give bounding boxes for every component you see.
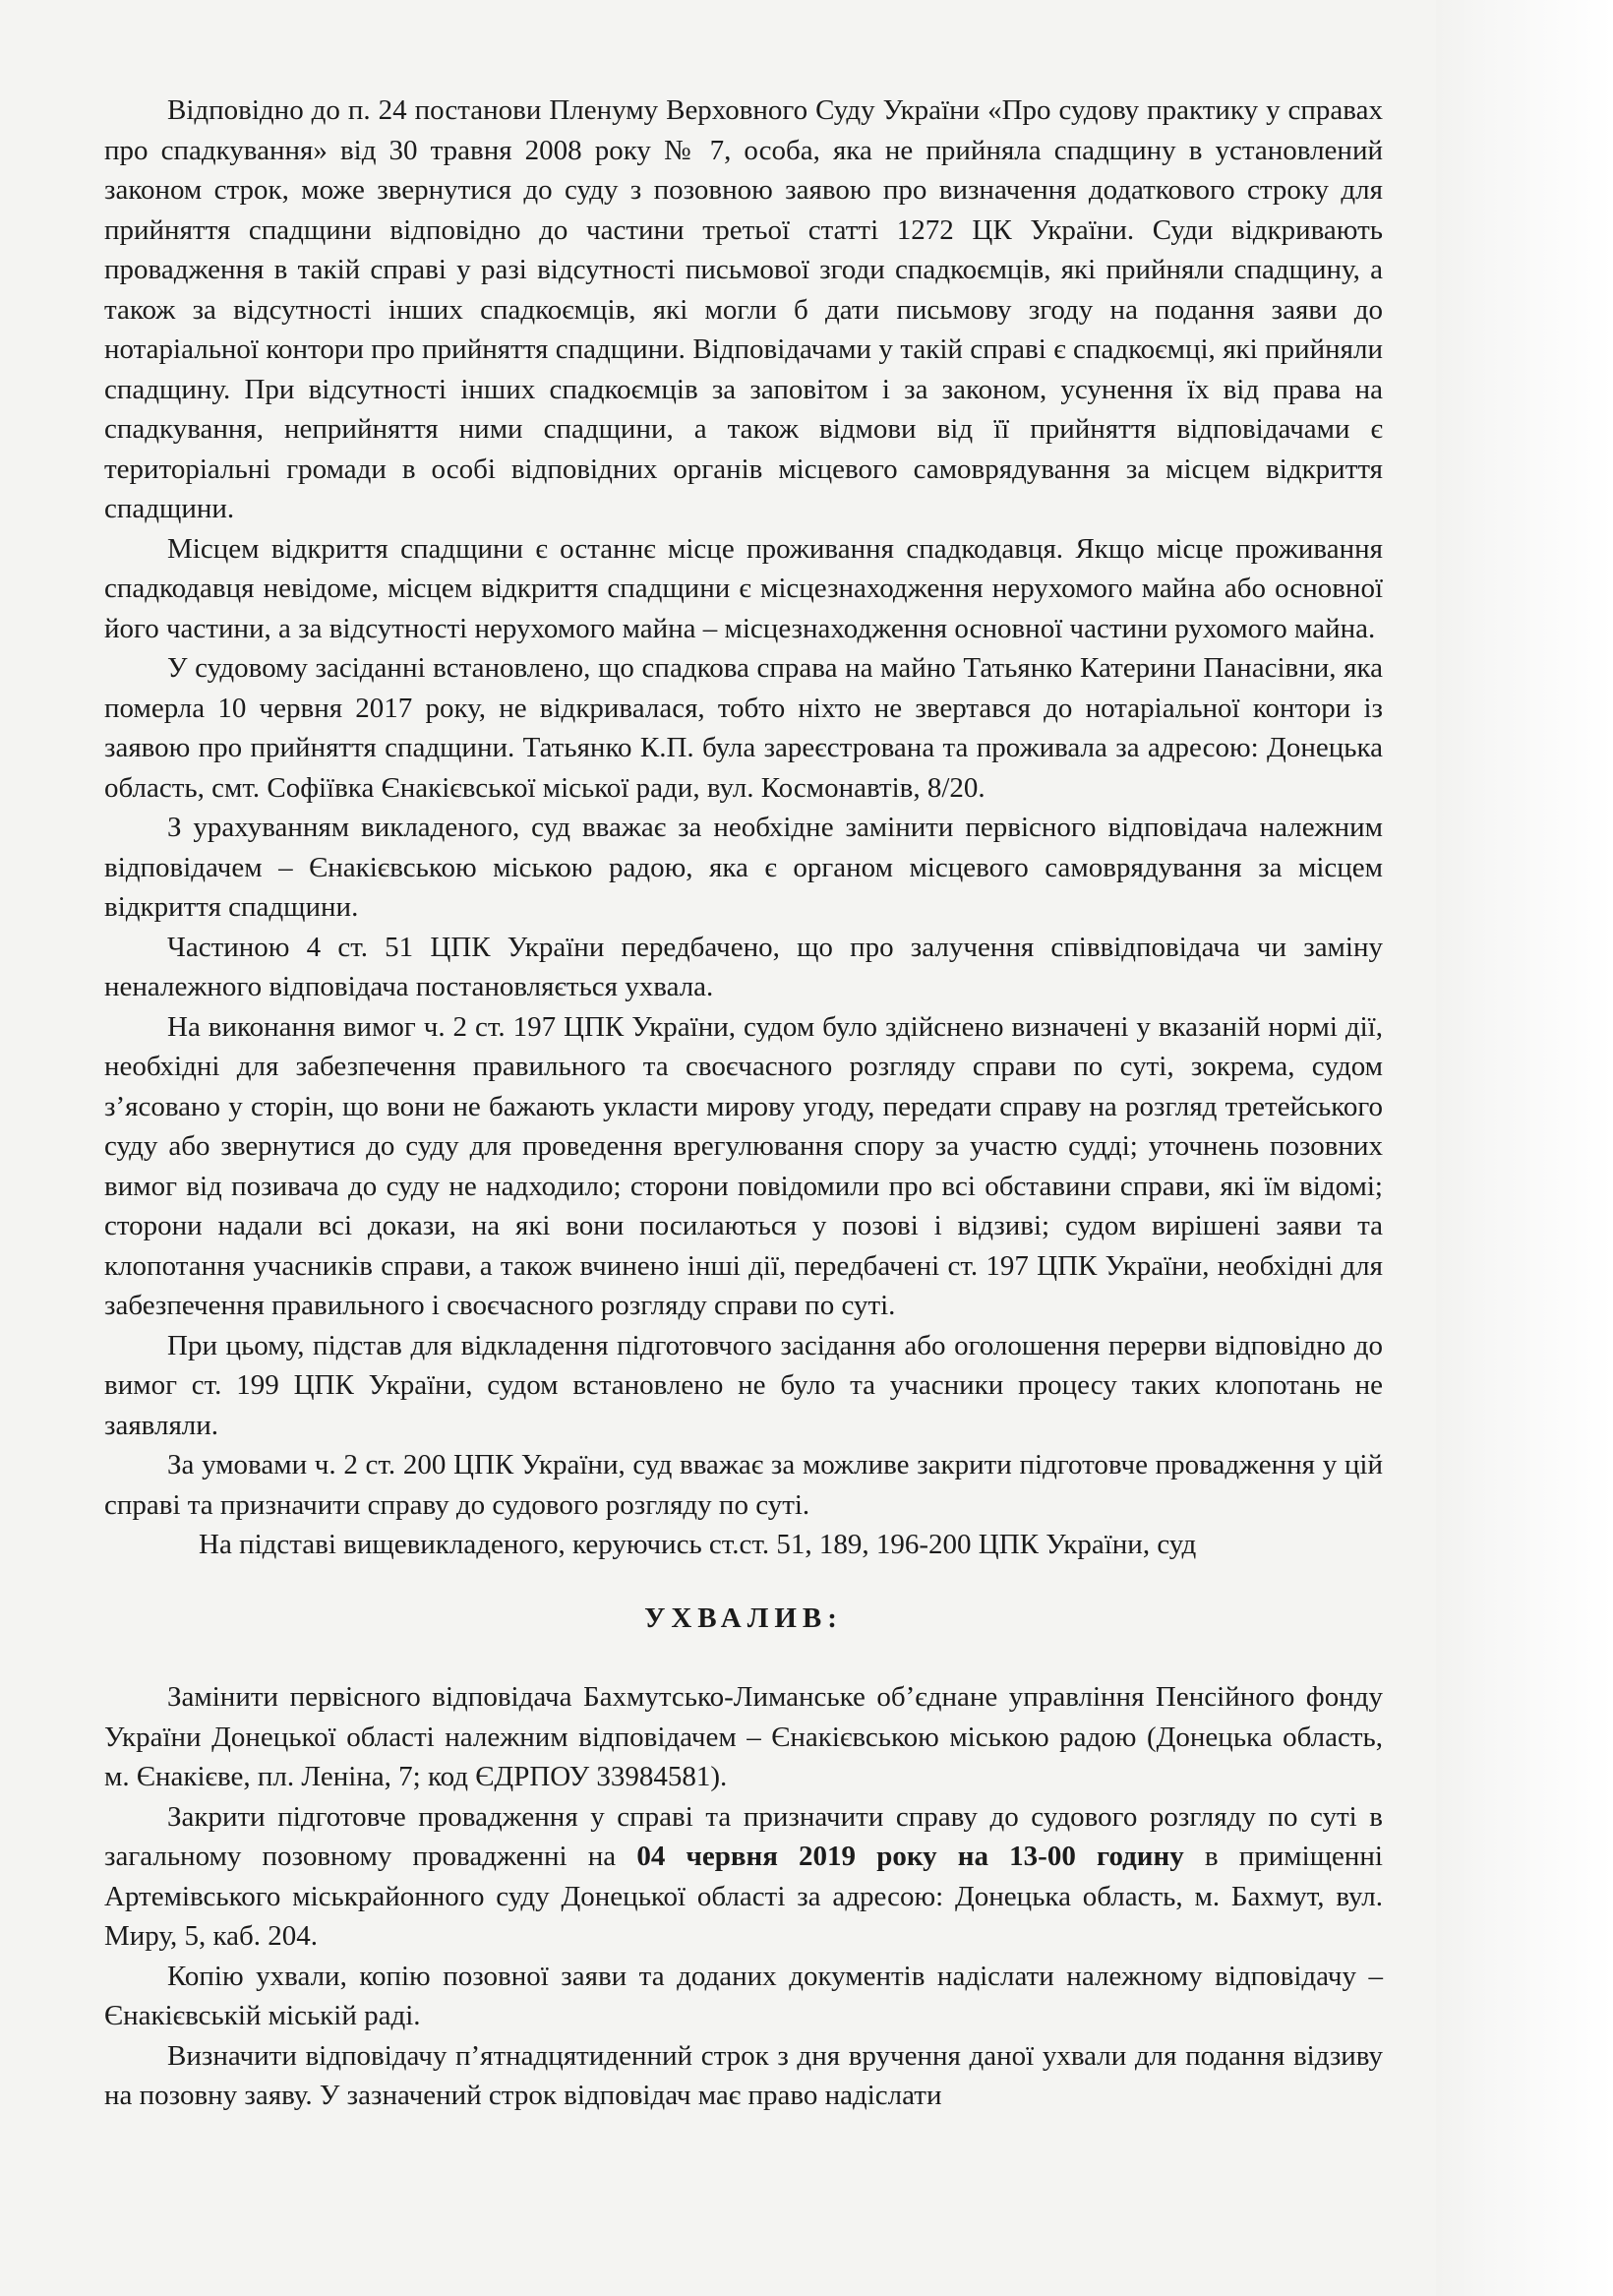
hearing-text-before: Закрити підготовче провадження у справі та призначити справу до судового розгляду по суті в загальному позовному провадженні на [104,1800,1383,1872]
paragraph: Місцем відкриття спадщини є останнє місце проживання спадкодавця. Якщо місце проживання спадкодавця невідоме, місцем відкриття спадщини є місцезнаходження нерухомого майна або основної його частини, а за відсутності нерухомого майна – місцезнаходження основної частини рухомого майна. [104,532,1383,644]
basis-paragraph: На підставі вищевикладеного, керуючись ст.ст. 51, 189, 196-200 ЦПК України, суд [199,1529,1197,1560]
paragraph: За умовами ч. 2 ст. 200 ЦПК України, суд вважає за можливе закрити підготовче провадження у цій справі та призначити справу до судового розгляду по суті. [104,1449,1383,1521]
scan-background-edge [1436,0,1613,2296]
paragraph: При цьому, підстав для відкладення підготовчого засідання або оголошення перерви відповідно до вимог ст. 199 ЦПК України, судом встановлено не було та учасники процесу таких клопотань не заявляли. [104,1329,1383,1441]
ruling-heading: УХВАЛИВ: [644,1601,843,1634]
resolution-paragraph: Копію ухвали, копію позовної заяви та доданих документів надіслати належному відповідачу – Єнакієвській міській раді. [104,1960,1383,2031]
hearing-paragraph [104,1797,1383,1957]
paragraph: Частиною 4 ст. 51 ЦПК України передбачено, що про залучення співвідповідача чи заміну неналежного відповідача постановляється ухвала. [104,931,1383,1002]
resolution-paragraph: Замінити первісного відповідача Бахмутсько-Лиманське об’єднане управління Пенсійного фонду України Донецької області належним відповідачем – Єнакієвською міською радою (Донецька область, м. Єнакієве, пл. Леніна, 7; код ЄДРПОУ 33984581). [104,1681,1383,1792]
resolution-paragraph: Визначити відповідачу п’ятнадцятиденний строк з дня вручення даної ухвали для подання відзиву на позовну заяву. У зазначений строк відповідач має право надіслати [104,2039,1383,2111]
hearing-text-after: в приміщенні Артемівського міськрайонного суду Донецької області за адресою: Донецька область, м. Бахмут, вул. Миру, 5, каб. 204. [104,1841,1383,1952]
paragraph: З урахуванням викладеного, суд вважає за необхідне замінити первісного відповідача належним відповідачем – Єнакієвською міською радою, яка є органом місцевого самоврядування за місцем відкриття спадщини. [104,812,1383,923]
paragraph: У судовому засіданні встановлено, що спадкова справа на майно Татьянко Катерини Панасівни, яка померла 10 червня 2017 року, не відкривалася, тобто ніхто не звертався до нотаріальної контори із заявою про прийняття спадщини. Татьянко К.П. була зареєстрована та проживала за адресою: Донецька область, смт. Софіївка Єнакієвської міської ради, вул. Космонавтів, 8/20. [104,652,1383,804]
paragraph: Відповідно до п. 24 постанови Пленуму Верховного Суду України «Про судову практику у справах про спадкування» від 30 травня 2008 року № 7, особа, яка не прийняла спадщину в установлений законом строк, може звернутися до суду з позовною заявою про визначення додаткового строку для прийняття спадщини відповідно до частини третьої статті 1272 ЦК України. Суди відкривають провадження в такій справі у разі відсутності письмової згоди спадкоємців, які прийняли спадщину, а також за відсутності інших спадкоємців, які могли б дати письмову згоду на подання заяви до нотаріальної контори про прийняття спадщини. Відповідачами у такій справі є спадкоємці, які прийняли спадщину. При відсутності інших спадкоємців за заповітом і за законом, усунення їх від права на спадкування, неприйняття ними спадщини, а також відмови від її прийняття відповідачами є територіальні громади в особі відповідних органів місцевого самоврядування за місцем відкриття спадщини. [104,94,1383,524]
paragraph: На виконання вимог ч. 2 ст. 197 ЦПК України, судом було здійснено визначені у вказаній нормі дії, необхідні для забезпечення правильного та своєчасного розгляду справи по суті, зокрема, судом з’ясовано у сторін, що вони не бажають укласти мирову угоду, передати справу на розгляд третейського суду або звернутися до суду для проведення врегулювання спору за участю судді; уточнень позовних вимог від позивача до суду не надходило; сторони повідомили про всі обставини справи, які їм відомі; сторони надали всі докази, на які вони посилаються у позові і відзиві; судом вирішені заяви та клопотання учасників справи, а також вчинено інші дії, передбачені ст. 197 ЦПК України, необхідні для забезпечення правильного і своєчасного розгляду справи по суті. [104,1010,1383,1321]
document-body [104,91,1383,2116]
hearing-date: 04 червня 2019 року на 13-00 годину [636,1841,1184,1872]
